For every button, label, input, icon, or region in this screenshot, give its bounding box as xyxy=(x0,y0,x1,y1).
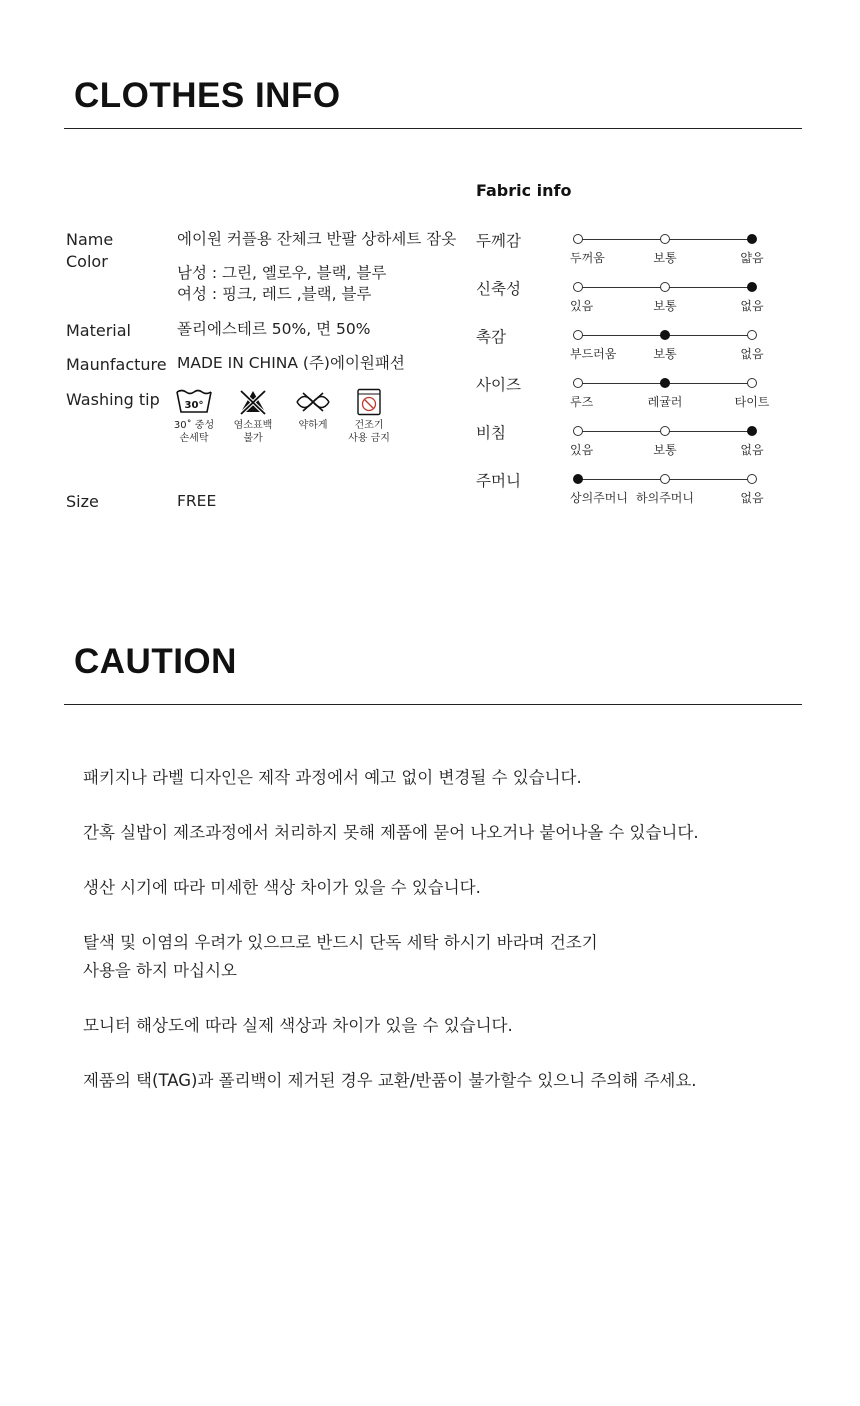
manufacture-label: Maunfacture xyxy=(66,355,167,374)
fabric-scale-option: 없음 xyxy=(740,299,764,313)
fabric-scale-option: 보통 xyxy=(653,251,677,265)
caution-line-5: 모니터 해상도에 따라 실제 색상과 차이가 있을 수 있습니다. xyxy=(83,1016,513,1035)
fabric-scale-dot xyxy=(573,426,583,436)
fabric-scale-dot xyxy=(660,282,670,292)
washing-tip-label: Washing tip xyxy=(66,390,160,409)
fabric-scale-option: 보통 xyxy=(653,443,677,457)
fabric-scale-option: 루즈 xyxy=(570,395,594,409)
fabric-row-label: 신축성 xyxy=(476,280,521,298)
wash-caption-no-dryer: 건조기 사용 금지 xyxy=(348,420,390,444)
wash-caption-hand-wash: 30˚ 중성 손세탁 xyxy=(173,420,215,444)
wash-item-hand-wash xyxy=(164,388,224,445)
fabric-scale-option: 없음 xyxy=(740,347,764,361)
name-label: Name xyxy=(66,230,114,249)
fabric-scale-option: 있음 xyxy=(570,299,594,313)
fabric-scale-option: 부드러움 xyxy=(570,347,617,361)
fabric-scale-dot-selected xyxy=(747,426,757,436)
fabric-scale-dot xyxy=(660,234,670,244)
color-men-value: 남성 : 그린, 옐로우, 블랙, 블루 xyxy=(177,264,387,282)
hand-wash-30-icon xyxy=(175,388,213,416)
caution-line-2: 간혹 실밥이 제조과정에서 처리하지 못해 제품에 묻어 나오거나 붙어나올 수 있습니다. xyxy=(83,823,699,842)
fabric-info-title: Fabric info xyxy=(476,181,572,200)
fabric-scale-option: 얇음 xyxy=(740,251,764,265)
fabric-scale-option: 두꺼움 xyxy=(570,251,605,265)
fabric-scale-option: 하의주머니 xyxy=(636,491,694,505)
fabric-row-label: 사이즈 xyxy=(476,376,521,394)
fabric-scale-dot xyxy=(573,330,583,340)
fabric-scale-option: 보통 xyxy=(653,347,677,361)
fabric-scale-dot xyxy=(747,330,757,340)
manufacture-value: MADE IN CHINA (주)에이원패션 xyxy=(177,354,405,372)
caution-divider xyxy=(64,704,802,705)
fabric-scale xyxy=(570,383,770,409)
caution-line-3: 생산 시기에 따라 미세한 색상 차이가 있을 수 있습니다. xyxy=(83,878,481,897)
fabric-scale-dot xyxy=(573,378,583,388)
size-label: Size xyxy=(66,492,99,511)
fabric-scale-dot-selected xyxy=(660,330,670,340)
fabric-scale-dot xyxy=(573,234,583,244)
caution-title: CAUTION xyxy=(74,642,237,681)
caution-line-6: 제품의 택(TAG)과 폴리백이 제거된 경우 교환/반품이 불가할수 있으니 주의해 주세요. xyxy=(83,1071,697,1090)
fabric-scale xyxy=(570,287,764,313)
fabric-scale-dot-selected xyxy=(573,474,583,484)
wash-caption-no-bleach: 염소표백 불가 xyxy=(233,420,273,444)
fabric-scale-dot xyxy=(747,474,757,484)
wash-item-no-bleach xyxy=(223,388,283,445)
material-value: 폴리에스테르 50%, 면 50% xyxy=(177,320,371,338)
fabric-scale-dot-selected xyxy=(747,282,757,292)
fabric-scale-option: 레귤러 xyxy=(647,395,683,409)
fabric-scale-dot xyxy=(573,282,583,292)
caution-line-1: 패키지나 라벨 디자인은 제작 과정에서 예고 없이 변경될 수 있습니다. xyxy=(83,768,582,787)
fabric-scale-dot xyxy=(747,378,757,388)
fabric-row-label: 두께감 xyxy=(476,232,521,250)
fabric-scale-option: 타이트 xyxy=(734,395,770,409)
color-label: Color xyxy=(66,252,108,271)
name-value: 에이원 커플용 잔체크 반팔 상하세트 잠옷 xyxy=(177,230,457,248)
no-bleach-icon xyxy=(238,388,268,416)
no-tumble-dry-icon xyxy=(356,388,382,416)
clothes-info-title: CLOTHES INFO xyxy=(74,76,341,115)
fabric-scale-option: 보통 xyxy=(653,299,677,313)
caution-line-4: 탈색 및 이염의 우려가 있으므로 반드시 단독 세탁 하시기 바라며 건조기 사용을 하지 마십시오 xyxy=(83,933,598,980)
size-value: FREE xyxy=(177,492,217,510)
fabric-scale-dot-selected xyxy=(660,378,670,388)
gentle-wash-icon xyxy=(295,388,331,416)
fabric-scale xyxy=(570,431,764,457)
fabric-scale-option: 있음 xyxy=(570,443,594,457)
fabric-scale-dot-selected xyxy=(747,234,757,244)
fabric-scale-option: 없음 xyxy=(740,491,764,505)
material-label: Material xyxy=(66,321,131,340)
wash-caption-gentle: 약하게 xyxy=(298,420,328,431)
fabric-row-label: 비침 xyxy=(476,424,506,442)
fabric-scale xyxy=(570,335,764,361)
wash-temp-text: 30° xyxy=(184,400,204,411)
fabric-scale-option: 상의주머니 xyxy=(570,491,628,505)
fabric-row-label: 주머니 xyxy=(476,472,521,490)
fabric-scale-option: 없음 xyxy=(740,443,764,457)
fabric-scale xyxy=(570,239,764,265)
wash-item-gentle xyxy=(283,388,343,433)
fabric-scale xyxy=(570,479,764,505)
clothes-info-divider xyxy=(64,128,802,129)
fabric-scale-dot xyxy=(660,426,670,436)
fabric-scale-dot xyxy=(660,474,670,484)
wash-item-no-dryer xyxy=(339,388,399,445)
fabric-row-label: 촉감 xyxy=(476,328,506,346)
color-women-value: 여성 : 핑크, 레드 ,블랙, 블루 xyxy=(177,285,372,303)
